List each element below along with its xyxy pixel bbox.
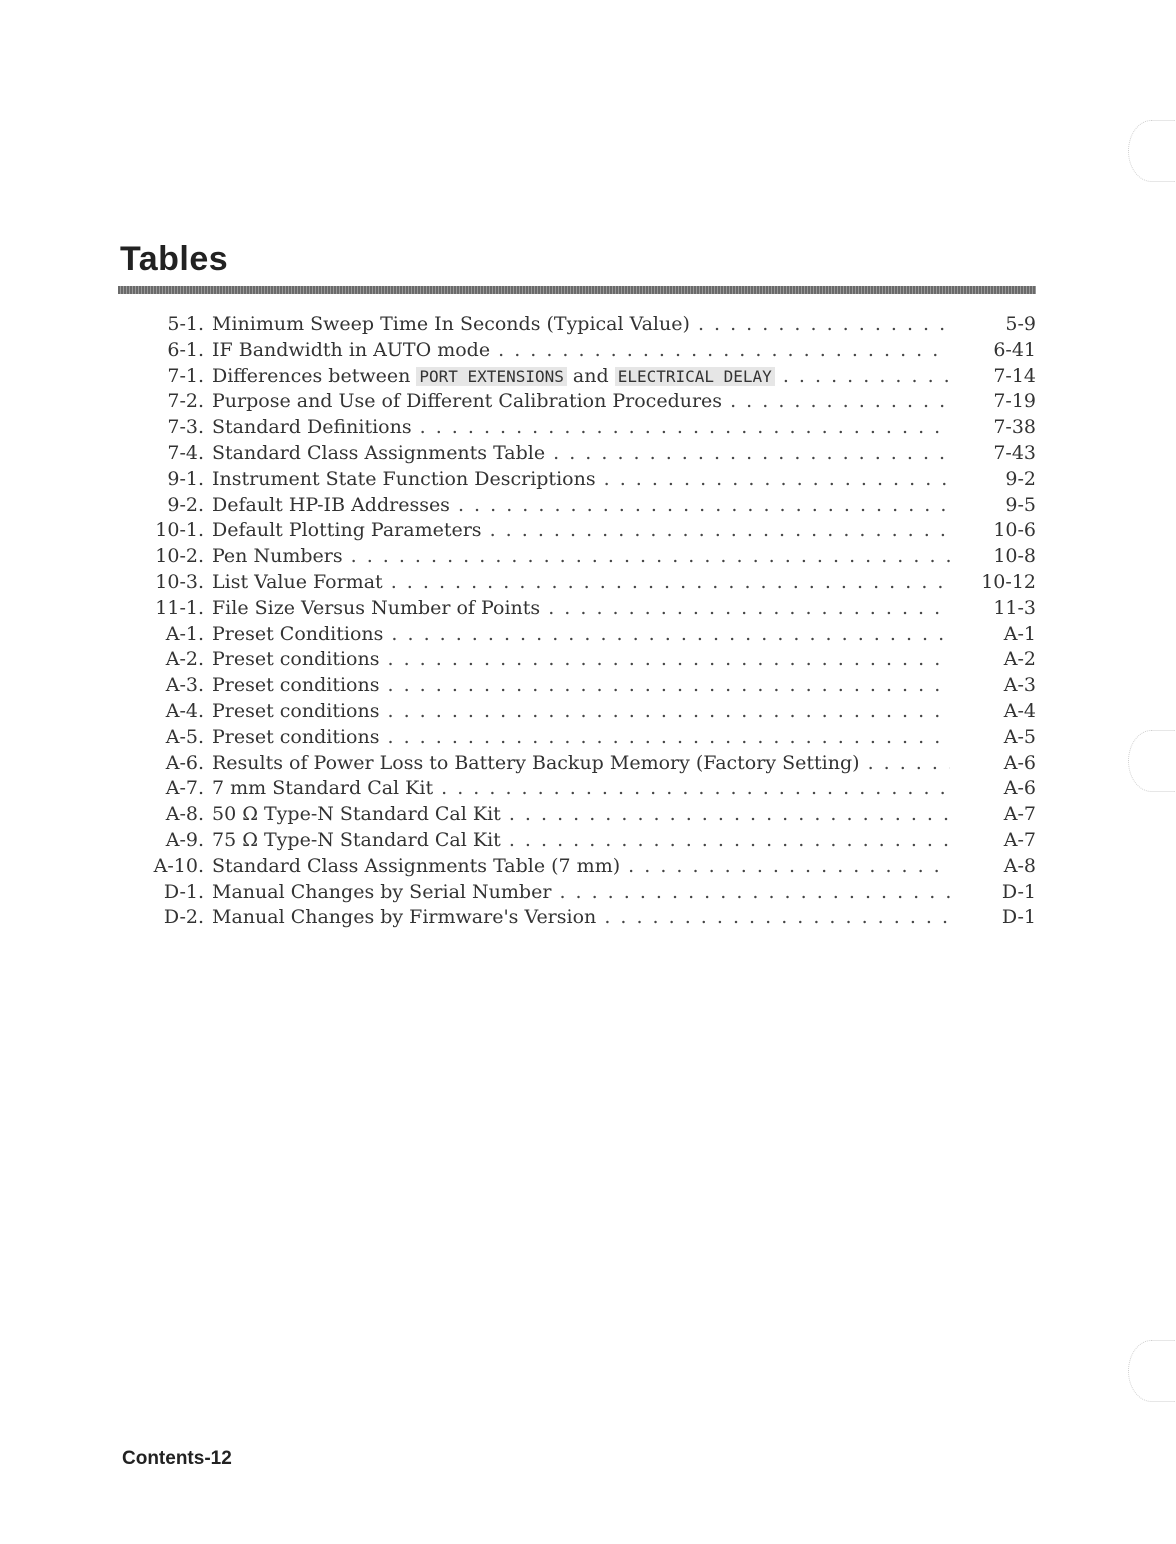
toc-entry[interactable] — [130, 467, 1040, 493]
entry-page: 7-14 — [993, 364, 1036, 387]
toc-entry[interactable] — [130, 802, 1040, 828]
toc-entry[interactable] — [130, 647, 1040, 673]
toc-entry[interactable] — [130, 776, 1040, 802]
entry-number: 10-1. — [155, 519, 204, 542]
entry-page: 5-9 — [1005, 313, 1036, 335]
toc-entry[interactable] — [130, 673, 1040, 699]
entry-page: D-1 — [1001, 906, 1036, 929]
entry-page: A-7 — [1003, 803, 1036, 826]
entry-page: 10-6 — [993, 519, 1036, 542]
entry-page: 10-8 — [993, 545, 1036, 568]
entry-title[interactable]: Default HP-IB Addresses . . . — [212, 493, 950, 519]
entry-page: 10-12 — [981, 570, 1036, 593]
page-title: Tables — [120, 240, 229, 278]
toc-entry[interactable] — [130, 905, 1040, 931]
entry-title[interactable]: 50 Ω Type-N Standard Cal Kit . . . — [212, 802, 950, 828]
toc-entry[interactable] — [130, 518, 1040, 544]
entry-number: 10-2. — [155, 545, 204, 568]
toc-entry[interactable] — [130, 493, 1040, 519]
entry-title[interactable]: Default Plotting Parameters . . . — [212, 518, 950, 544]
entry-title[interactable]: Standard Definitions . . . — [212, 415, 950, 441]
entry-page: D-1 — [1001, 880, 1036, 903]
toc-entry[interactable] — [130, 389, 1040, 415]
toc-entry[interactable] — [130, 312, 1040, 338]
entry-number: 7-2. — [167, 390, 204, 413]
entry-page: 11-3 — [993, 596, 1036, 619]
toc-entry[interactable] — [130, 622, 1040, 648]
entry-page: A-2 — [1003, 648, 1036, 671]
entry-page: 7-38 — [993, 416, 1036, 439]
toc-entry[interactable] — [130, 415, 1040, 441]
entry-page: A-7 — [1003, 828, 1036, 851]
port-extensions-key: PORT EXTENSIONS — [416, 367, 567, 386]
entry-page: A-3 — [1003, 674, 1036, 697]
toc-entry[interactable] — [130, 828, 1040, 854]
entry-page: 6-41 — [993, 338, 1036, 361]
entry-number: 9-1. — [167, 467, 204, 490]
toc-entry[interactable] — [130, 725, 1040, 751]
entry-number: A-9. — [165, 828, 204, 851]
toc-entry[interactable] — [130, 364, 1040, 390]
entry-number: A-8. — [165, 803, 204, 826]
entry-title[interactable]: List Value Format . . . — [212, 570, 950, 596]
entry-number: A-5. — [165, 725, 204, 748]
entry-number: A-2. — [165, 648, 204, 671]
entry-title[interactable]: Purpose and Use of Different Calibration Procedures . . . — [212, 389, 950, 415]
entry-number: A-4. — [165, 699, 204, 722]
toc-entry[interactable] — [130, 854, 1040, 880]
entry-title[interactable]: Manual Changes by Serial Number . . . — [212, 880, 950, 906]
entry-title[interactable]: Standard Class Assignments Table . . . — [212, 441, 950, 467]
entry-number: A-7. — [165, 777, 204, 800]
entry-title[interactable]: IF Bandwidth in AUTO mode . . . — [212, 338, 950, 364]
entry-page: 9-5 — [1005, 493, 1036, 516]
toc-entry[interactable] — [130, 544, 1040, 570]
entry-title[interactable] — [212, 364, 950, 390]
entry-title[interactable]: 75 Ω Type-N Standard Cal Kit . . . — [212, 828, 950, 854]
entry-page: 9-2 — [1005, 467, 1036, 490]
entry-title[interactable]: 7 mm Standard Cal Kit . . . — [212, 776, 950, 802]
electrical-delay-key: ELECTRICAL DELAY — [615, 367, 775, 386]
binder-hole — [1128, 730, 1175, 792]
entry-title[interactable]: Pen Numbers . . . — [212, 544, 950, 570]
entry-number: A-10. — [153, 854, 204, 877]
binder-hole — [1128, 120, 1175, 182]
entry-number: D-2. — [163, 906, 204, 929]
entry-title[interactable]: Standard Class Assignments Table (7 mm) . . . — [212, 854, 950, 880]
entry-title[interactable]: File Size Versus Number of Points . . . — [212, 596, 950, 622]
toc-entry[interactable] — [130, 441, 1040, 467]
toc-entry[interactable] — [130, 699, 1040, 725]
entry-title[interactable]: Minimum Sweep Time In Seconds (Typical Value) . . . — [212, 312, 950, 338]
entry-title[interactable]: Results of Power Loss to Battery Backup Memory (Factory Setting) . . . — [212, 751, 950, 777]
entry-number: 7-1. — [167, 364, 204, 387]
entry-title[interactable]: Manual Changes by Firmware's Version . . . — [212, 905, 950, 931]
entry-number: A-1. — [165, 622, 204, 645]
toc-entry[interactable] — [130, 880, 1040, 906]
entry-title[interactable]: Preset conditions . . . — [212, 725, 950, 751]
toc-entry[interactable] — [130, 751, 1040, 777]
entry-page: A-4 — [1003, 699, 1036, 722]
entry-title-part: and — [566, 364, 615, 387]
entry-title[interactable]: Preset Conditions . . . — [212, 622, 950, 648]
entry-title[interactable]: Preset conditions . . . — [212, 673, 950, 699]
toc-entry[interactable] — [130, 596, 1040, 622]
entry-number: 11-1. — [155, 596, 204, 619]
entry-number: 7-3. — [167, 416, 204, 439]
entry-page: A-8 — [1003, 854, 1036, 877]
entry-page: A-6 — [1003, 777, 1036, 800]
entry-number: D-1. — [163, 880, 204, 903]
entry-page: A-1 — [1003, 622, 1036, 645]
entry-number: 6-1. — [167, 338, 204, 361]
entry-number: A-3. — [165, 674, 204, 697]
entry-number: 5-1. — [167, 313, 204, 335]
entry-page: 7-19 — [993, 390, 1036, 413]
entry-page: A-6 — [1003, 751, 1036, 774]
entry-number: 9-2. — [167, 493, 204, 516]
table-of-tables — [130, 312, 1040, 931]
entry-title[interactable]: Preset conditions . . . — [212, 699, 950, 725]
entry-title[interactable]: Preset conditions . . . — [212, 647, 950, 673]
binder-hole — [1128, 1340, 1175, 1402]
toc-entry[interactable] — [130, 570, 1040, 596]
entry-page: A-5 — [1003, 725, 1036, 748]
entry-number: 10-3. — [155, 570, 204, 593]
toc-entry[interactable] — [130, 338, 1040, 364]
title-rule — [118, 286, 1036, 294]
entry-title[interactable]: Instrument State Function Descriptions . . . — [212, 467, 950, 493]
entry-title-part: Differences between — [212, 364, 417, 387]
entry-number: A-6. — [165, 751, 204, 774]
entry-page: 7-43 — [993, 441, 1036, 464]
entry-number: 7-4. — [167, 441, 204, 464]
page-footer: Contents-12 — [122, 1448, 232, 1469]
